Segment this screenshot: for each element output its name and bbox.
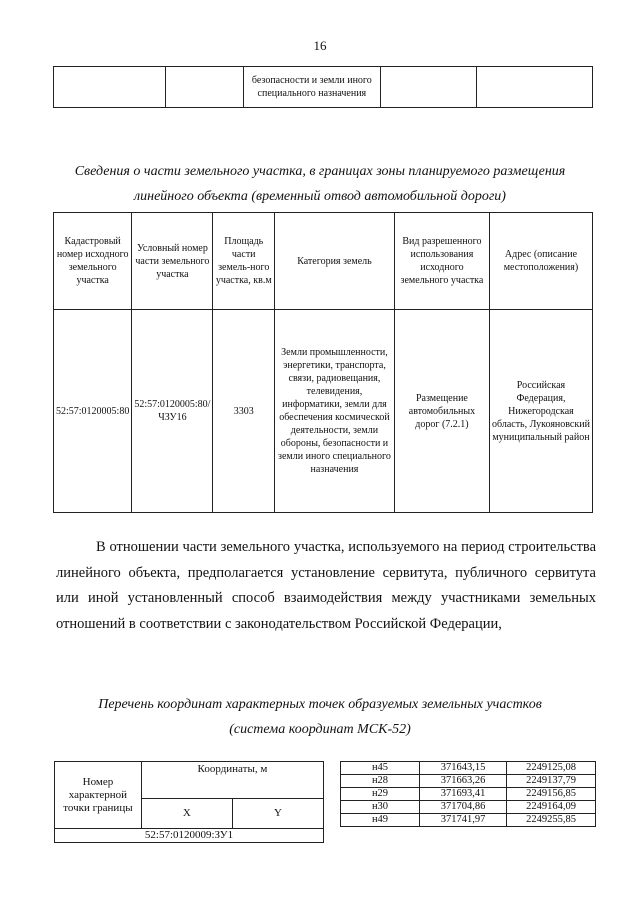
table-row: [341, 788, 596, 801]
header-cell: Адрес (описание местоположения): [489, 213, 592, 310]
body-paragraph: В отношении части земельного участка, используемого на период строительства линейного объекта, предполагается установление сервитута, публичного сервитута или иной установленный способ взаимодействия между участниками земельных отношений в соответствии с законодательством Российской Федерации,: [56, 539, 596, 632]
table-cell: безопасности и земли иного специального назначения: [244, 67, 381, 108]
table-row: [55, 829, 324, 843]
y-coordinate: 2249125,08: [507, 762, 596, 775]
parcel-table: [53, 212, 593, 513]
header-cell: Категория земель: [275, 213, 395, 310]
header-cell: Вид разрешенного использования исходного земельного участка: [394, 213, 489, 310]
point-header: Номер характерной точки границы: [55, 762, 142, 829]
header-cell: Кадастровый номер исходного земельного участка: [54, 213, 132, 310]
cadastral-number: 52:57:0120005:80: [54, 310, 132, 513]
y-coordinate: 2249156,85: [507, 788, 596, 801]
permitted-use: Размещение автомобильных дорог (7.2.1): [394, 310, 489, 513]
table-row: [55, 762, 324, 799]
caption-line: Перечень координат характерных точек образуемых земельных участков: [98, 697, 542, 712]
table-cell: [476, 67, 592, 108]
table-row: [341, 762, 596, 775]
x-coordinate: 371693,41: [420, 788, 507, 801]
caption-line: линейного объекта (временный отвод автомобильной дороги): [134, 189, 506, 204]
header-cell: Площадь части земель-ного участка, кв.м: [213, 213, 275, 310]
section-caption: [40, 692, 600, 742]
page-number: 16: [313, 38, 327, 53]
continuation-table: [53, 66, 593, 108]
y-header: Y: [232, 799, 323, 829]
x-header: X: [141, 799, 232, 829]
land-category: Земли промышленности, энергетики, транспорта, связи, радиовещания, телевидения, информатики, земли для обеспечения космической деятельности, земли обороны, безопасности и земли иного специального назначения: [275, 310, 395, 513]
table-header-row: [54, 213, 593, 310]
coordinates-table: [340, 761, 596, 827]
point-number: н45: [341, 762, 420, 775]
table-row: [341, 801, 596, 814]
x-coordinate: 371663,26: [420, 775, 507, 788]
coords-header: Координаты, м: [141, 762, 323, 799]
caption-line: (система координат МСК-52): [229, 722, 411, 737]
point-number: н30: [341, 801, 420, 814]
table-row: [341, 814, 596, 827]
table-row: [54, 310, 593, 513]
x-coordinate: 371704,86: [420, 801, 507, 814]
y-coordinate: 2249255,85: [507, 814, 596, 827]
y-coordinate: 2249164,09: [507, 801, 596, 814]
part-number: 52:57:0120005:80/ЧЗУ16: [132, 310, 213, 513]
caption-line: Сведения о части земельного участка, в границах зоны планируемого размещения: [74, 164, 566, 179]
parcel-id: 52:57:0120009:ЗУ1: [55, 829, 324, 843]
point-number: н29: [341, 788, 420, 801]
coordinates-header-table: [54, 761, 324, 843]
table-row: [54, 67, 593, 108]
table-cell: [54, 67, 166, 108]
table-row: [341, 775, 596, 788]
header-cell: Условный номер части земельного участка: [132, 213, 213, 310]
point-number: н49: [341, 814, 420, 827]
address: Российская Федерация, Нижегородская область, Лукояновский муниципальный район: [489, 310, 592, 513]
y-coordinate: 2249137,79: [507, 775, 596, 788]
table-cell: [166, 67, 244, 108]
x-coordinate: 371643,15: [420, 762, 507, 775]
table-cell: [380, 67, 476, 108]
point-number: н28: [341, 775, 420, 788]
x-coordinate: 371741,97: [420, 814, 507, 827]
section-caption: [40, 159, 600, 209]
area: 3303: [213, 310, 275, 513]
